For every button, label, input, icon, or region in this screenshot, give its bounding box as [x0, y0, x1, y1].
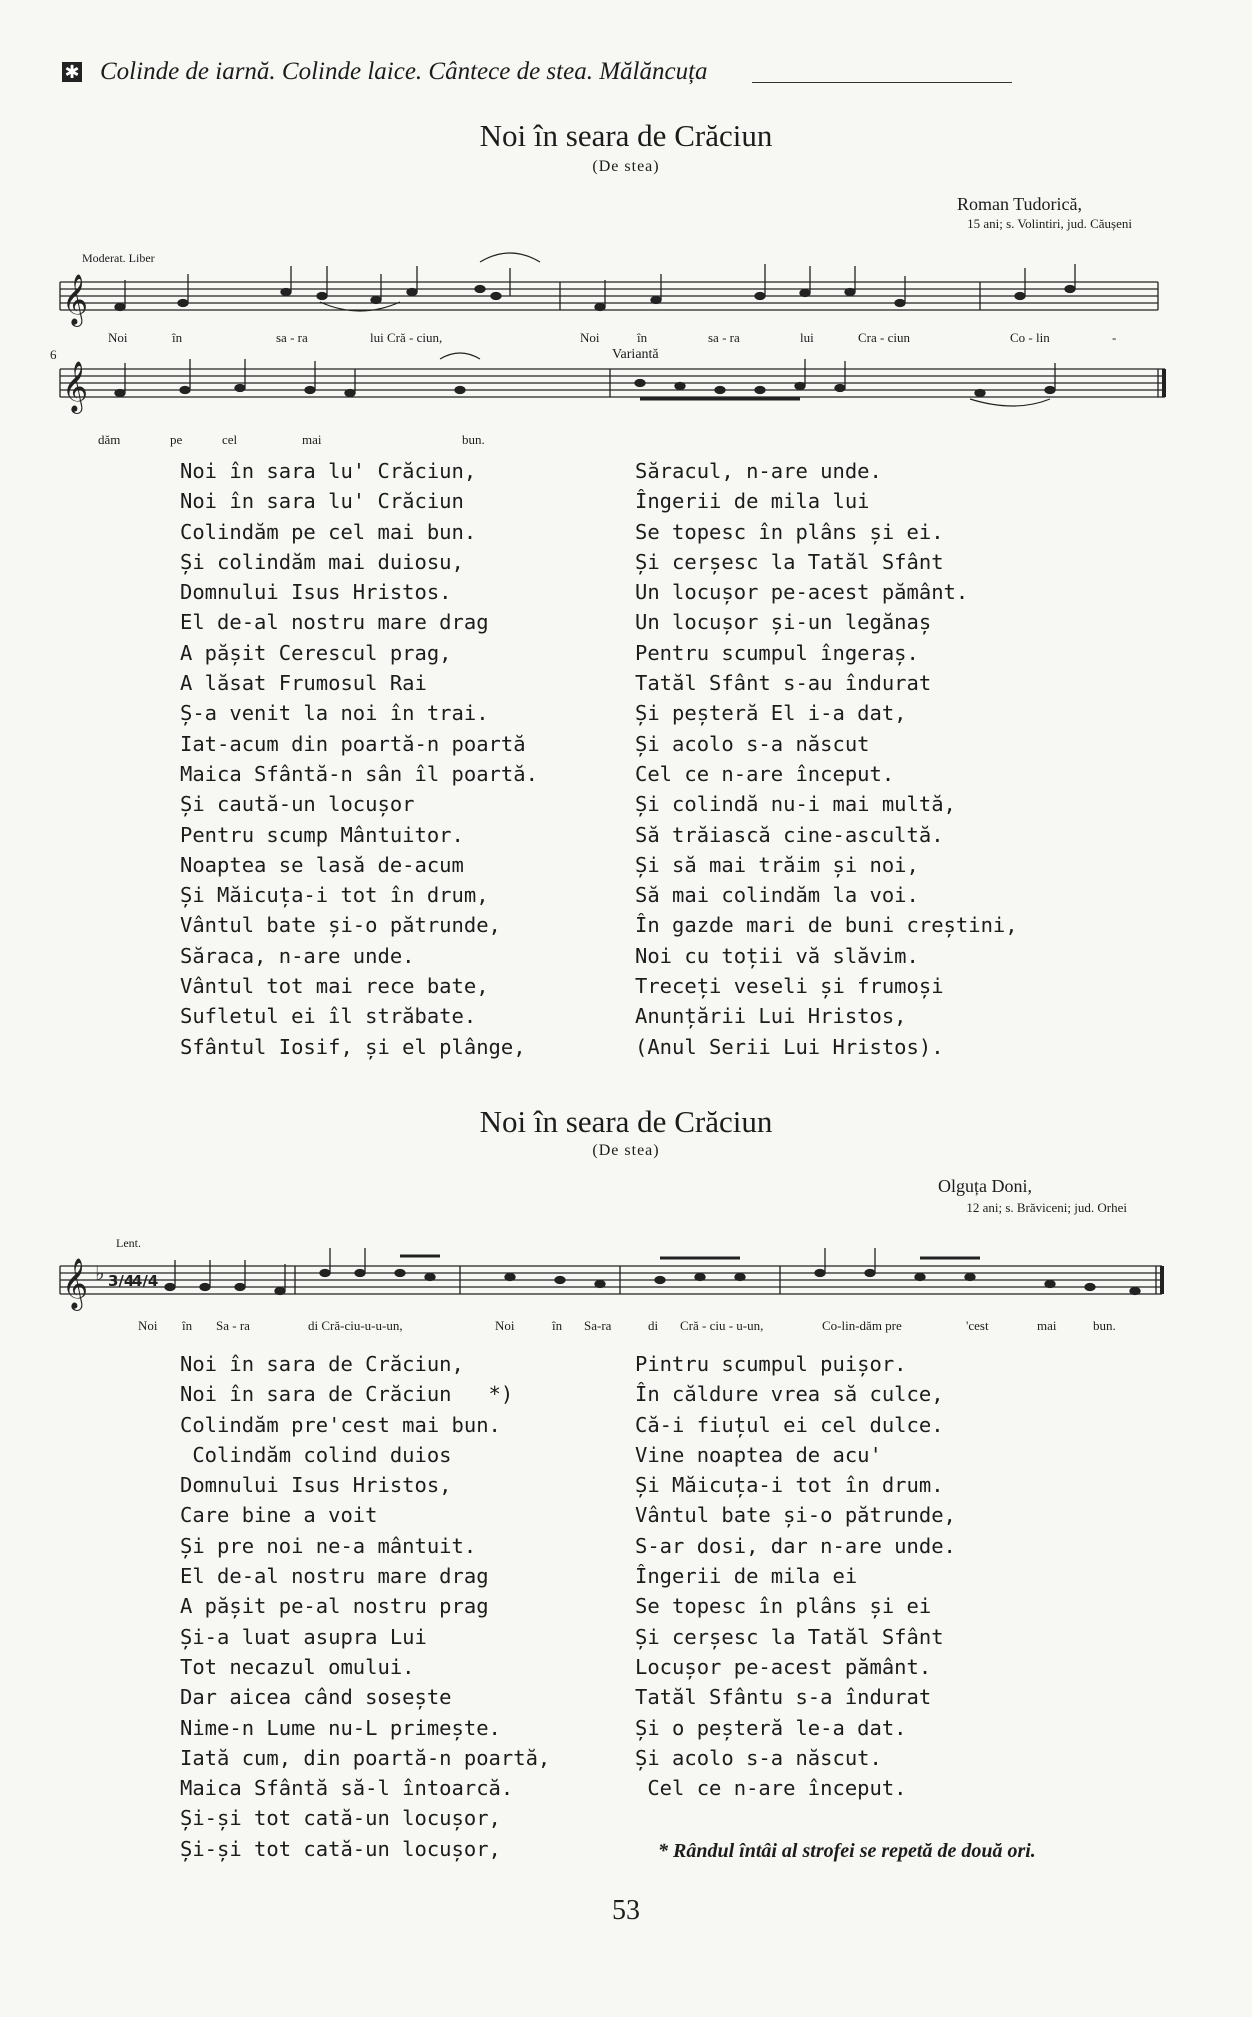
song2-staff	[40, 1246, 1170, 1316]
verse-line: Iat-acum din poartă-n poartă	[180, 731, 526, 756]
verse-line: Locușor pe-acest pământ.	[635, 1654, 932, 1679]
lyric: Noi	[108, 330, 128, 345]
lyric: sa - ra	[276, 330, 308, 345]
lyric: dăm	[98, 432, 121, 447]
verse-line: Ș-a venit la noi în trai.	[180, 701, 489, 726]
verse-line: Și Măicuța-i tot în drum,	[180, 883, 489, 908]
song2-verses-left	[180, 1349, 550, 1864]
lyric: lui	[800, 330, 814, 345]
lyric: 'cest	[966, 1318, 989, 1333]
verse-line: Tatăl Sfânt s-au îndurat	[635, 671, 932, 696]
verse-line: Noaptea se lasă de-acum	[180, 852, 464, 877]
verse-line: Domnului Isus Hristos.	[180, 580, 452, 605]
lyric: Co-lin-dăm pre	[822, 1318, 902, 1333]
verse-line: Și cerșesc la Tatăl Sfânt	[635, 549, 944, 574]
verse-line: Tot necazul omului.	[180, 1654, 415, 1679]
header-text: Colinde de iarnă. Colinde laice. Cântece de stea. Mălăncuța	[100, 58, 708, 85]
lyric: Noi	[580, 330, 600, 345]
lyric: -	[1112, 330, 1117, 345]
verse-line: Și Măicuța-i tot în drum.	[635, 1473, 944, 1498]
asterisk-box-icon: ✱	[62, 62, 82, 82]
verse-line: Anunțării Lui Hristos,	[635, 1004, 907, 1029]
song1-variant-label: Variantă	[612, 347, 659, 362]
song1-title: Noi în seara de Crăciun	[479, 118, 773, 153]
song2-tempo: Lent.	[116, 1236, 141, 1250]
verse-line: A lăsat Frumosul Rai	[180, 671, 427, 696]
verse-line: Se topesc în plâns și ei.	[635, 519, 944, 544]
song2-verses-right	[635, 1349, 956, 1803]
lyric: în	[637, 330, 648, 345]
verse-line: Colindăm pe cel mai bun.	[180, 519, 477, 544]
lyric: Co - lin	[1010, 330, 1050, 345]
verse-line: Că-i fiuțul ei cel dulce.	[635, 1412, 944, 1437]
song1-subtitle: (De stea)	[592, 158, 660, 175]
lyric: cel	[222, 432, 238, 447]
lyric: pe	[170, 432, 183, 447]
verse-line: Un locușor și-un legănaș	[635, 610, 932, 635]
verse-line: Și pre noi ne-a mântuit.	[180, 1533, 477, 1558]
verse-line: Pentru scumpul îngeraș.	[635, 640, 919, 665]
verse-line: El de-al nostru mare drag	[180, 610, 489, 635]
verse-line: Și-a luat asupra Lui	[180, 1624, 427, 1649]
verse-line: Săraca, n-are unde.	[180, 943, 415, 968]
verse-line: Să mai colindăm la voi.	[635, 883, 919, 908]
verse-line: A pășit Cerescul prag,	[180, 640, 452, 665]
svg-text:𝄞: 𝄞	[62, 361, 89, 412]
song2-author: Olguța Doni,	[938, 1176, 1032, 1196]
verse-line: Vântul bate și-o pătrunde,	[180, 913, 501, 938]
verse-line: Și acolo s-a născut.	[635, 1745, 882, 1770]
verse-line: Îngerii de mila lui	[635, 489, 870, 514]
lyric: Cră - ciu - u-un,	[680, 1318, 764, 1333]
verse-line: Și acolo s-a născut	[635, 731, 870, 756]
lyric: mai	[1037, 1318, 1057, 1333]
verse-line: Colindăm colind duios	[180, 1442, 452, 1467]
lyric: Noi	[495, 1318, 515, 1333]
song1-author: Roman Tudorică,	[956, 194, 1082, 214]
verse-line: Maica Sfântă-n sân îl poartă.	[180, 761, 538, 786]
lyric: în	[182, 1318, 193, 1333]
song1-author-details: 15 ani; s. Volintiri, jud. Căușeni	[967, 216, 1132, 231]
song1-measure-number: 6	[50, 347, 57, 362]
verse-line: Sfântul Iosif, și el plânge,	[180, 1034, 526, 1059]
verse-line: Tatăl Sfântu s-a îndurat	[635, 1685, 932, 1710]
verse-line: Să trăiască cine-ascultă.	[635, 822, 944, 847]
lyric: mai	[302, 432, 322, 447]
lyric: Noi	[138, 1318, 158, 1333]
verse-line: Și cerșesc la Tatăl Sfânt	[635, 1624, 944, 1649]
verse-line: Și-și tot cată-un locușor,	[180, 1836, 501, 1861]
verse-line: Colindăm pre'cest mai bun.	[180, 1412, 501, 1437]
song1-verses-left	[180, 456, 538, 1062]
verse-line: Nime-n Lume nu-L primește.	[180, 1715, 501, 1740]
verse-line: Noi în sara de Crăciun *)	[180, 1382, 514, 1407]
time-signature: 4/4	[132, 1272, 159, 1290]
song2-title: Noi în seara de Crăciun	[479, 1104, 773, 1139]
header-rule	[752, 82, 1012, 83]
verse-line: Cel ce n-are început.	[635, 761, 895, 786]
page-header	[62, 58, 708, 86]
lyric: di	[648, 1318, 659, 1333]
verse-line: Săracul, n-are unde.	[635, 459, 882, 483]
verse-line: În gazde mari de buni creștini,	[635, 913, 1018, 938]
lyric: bun.	[462, 432, 485, 447]
verse-line: Și colindăm mai duiosu,	[180, 549, 464, 574]
verse-line: Și o peșteră le-a dat.	[635, 1715, 907, 1740]
song1-staff-1	[40, 262, 1170, 332]
time-signature: 3/4	[108, 1272, 135, 1290]
verse-line: Domnului Isus Hristos,	[180, 1473, 452, 1498]
lyric: în	[172, 330, 183, 345]
verse-line: Cel ce n-are început.	[635, 1776, 907, 1801]
lyric: sa - ra	[708, 330, 740, 345]
verse-line: Și să mai trăim și noi,	[635, 852, 919, 877]
lyric: di Cră-ciu-u-u-un,	[308, 1318, 403, 1333]
verse-line: Sufletul ei îl străbate.	[180, 1004, 477, 1029]
verse-line: Maica Sfântă să-l întoarcă.	[180, 1776, 514, 1801]
verse-line: Vântul bate și-o pătrunde,	[635, 1503, 956, 1528]
verse-line: Care bine a voit	[180, 1503, 378, 1528]
lyric: Sa - ra	[216, 1318, 250, 1333]
verse-line: Și caută-un locușor	[180, 792, 415, 817]
verse-line: Noi cu toții vă slăvim.	[635, 943, 919, 968]
song1-tempo: Moderat. Liber	[82, 251, 155, 265]
lyric: bun.	[1093, 1318, 1116, 1333]
song1-verses-right	[635, 456, 1018, 1062]
verse-line: Noi în sara lu' Crăciun,	[180, 459, 477, 483]
lyric: Sa-ra	[584, 1318, 612, 1333]
verse-line: El de-al nostru mare drag	[180, 1564, 489, 1589]
verse-line: În căldure vrea să culce,	[635, 1382, 944, 1407]
svg-text:♭: ♭	[95, 1261, 105, 1285]
song1-staff-2	[40, 355, 1170, 435]
verse-line: Și colindă nu-i mai multă,	[635, 792, 956, 817]
svg-text:𝄞: 𝄞	[62, 1258, 89, 1309]
verse-line: Noi în sara de Crăciun,	[180, 1352, 464, 1376]
verse-line: S-ar dosi, dar n-are unde.	[635, 1533, 956, 1558]
lyric: lui Cră - ciun,	[370, 330, 443, 345]
verse-line: A pășit pe-al nostru prag	[180, 1594, 489, 1619]
verse-line: Dar aicea când sosește	[180, 1685, 452, 1710]
verse-line: Vine noaptea de acu'	[635, 1442, 882, 1467]
song2-author-details: 12 ani; s. Brăviceni; jud. Orhei	[966, 1200, 1127, 1215]
verse-line: (Anul Serii Lui Hristos).	[635, 1034, 944, 1059]
verse-line: Noi în sara lu' Crăciun	[180, 489, 464, 514]
lyric: Cra - ciun	[858, 330, 910, 345]
song2-subtitle: (De stea)	[592, 1142, 660, 1159]
page-number: 53	[612, 1895, 640, 1926]
verse-line: Un locușor pe-acest pământ.	[635, 580, 969, 605]
verse-line: Și peșteră El i-a dat,	[635, 701, 907, 726]
verse-line: Pentru scump Mântuitor.	[180, 822, 464, 847]
lyric: în	[552, 1318, 563, 1333]
svg-text:𝄞: 𝄞	[62, 274, 89, 325]
verse-line: Se topesc în plâns și ei	[635, 1594, 932, 1619]
verse-line: Iată cum, din poartă-n poartă,	[180, 1745, 551, 1770]
verse-line: Treceți veseli și frumoși	[635, 974, 944, 999]
verse-line: Vântul tot mai rece bate,	[180, 974, 489, 999]
verse-line: Și-și tot cată-un locușor,	[180, 1806, 501, 1831]
footnote: * Rândul întâi al strofei se repetă de două ori.	[658, 1840, 1036, 1862]
verse-line: Pintru scumpul puișor.	[635, 1352, 907, 1376]
verse-line: Îngerii de mila ei	[635, 1564, 858, 1589]
